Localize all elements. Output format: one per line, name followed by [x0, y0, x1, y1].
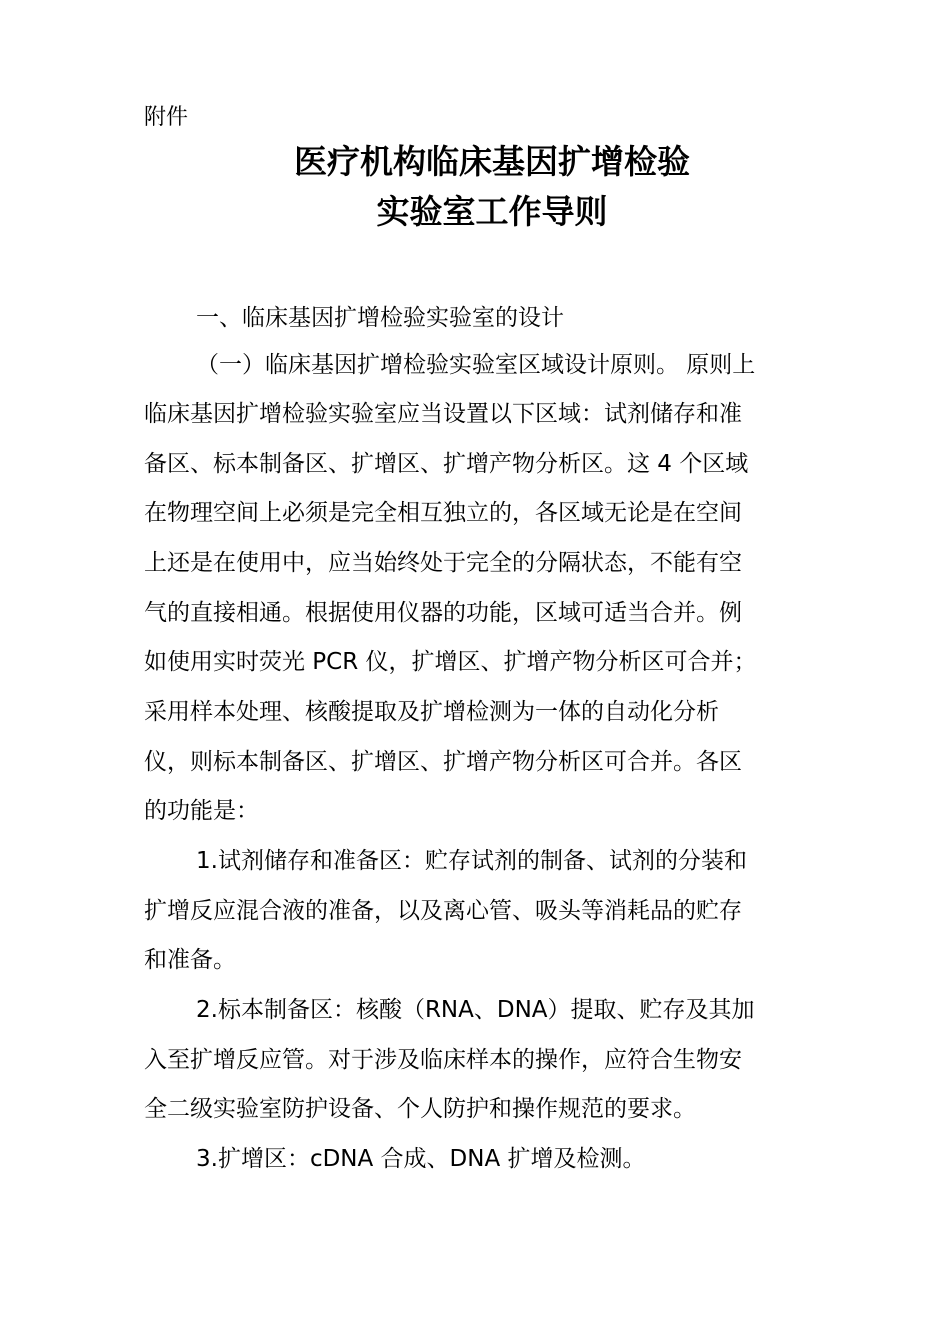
paragraph-line: 在物理空间上必须是完全相互独立的，各区域无论是在空间 — [144, 500, 742, 526]
paragraph-line: 气的直接相通。根据使用仪器的功能，区域可适当合并。例 — [144, 600, 742, 626]
paragraph-line: 临床基因扩增检验实验室应当设置以下区域：试剂储存和准 — [144, 401, 742, 427]
list-item-3: 3.扩增区：cDNA 合成、DNA 扩增及检测。 — [196, 1146, 646, 1172]
document-title-line-1: 医疗机构临床基因扩增检验 — [294, 142, 690, 181]
list-item-2: 2.标本制备区：核酸（RNA、DNA）提取、贮存及其加 — [196, 997, 755, 1023]
paragraph-line: 仪，则标本制备区、扩增区、扩增产物分析区可合并。各区 — [144, 749, 742, 775]
paragraph-line: 备区、标本制备区、扩增区、扩增产物分析区。这 4 个区域 — [144, 451, 749, 477]
paragraph-line: 上还是在使用中，应当始终处于完全的分隔状态，不能有空 — [144, 550, 742, 576]
paragraph-line: 入至扩增反应管。对于涉及临床样本的操作，应符合生物安 — [144, 1047, 742, 1073]
paragraph-line: 扩增反应混合液的准备，以及离心管、吸头等消耗品的贮存 — [144, 898, 742, 924]
paragraph-line: 的功能是： — [144, 798, 259, 824]
section-heading: 一、临床基因扩增检验实验室的设计 — [196, 305, 564, 331]
document-title-line-2: 实验室工作导则 — [376, 192, 608, 231]
attachment-label: 附件 — [144, 105, 189, 130]
paragraph-line: 和准备。 — [144, 947, 236, 973]
subsection-heading: （一）临床基因扩增检验实验室区域设计原则。 原则上 — [196, 352, 756, 378]
list-item-1: 1.试剂储存和准备区：贮存试剂的制备、试剂的分装和 — [196, 848, 747, 874]
paragraph-line: 全二级实验室防护设备、个人防护和操作规范的要求。 — [144, 1096, 696, 1122]
paragraph-line: 如使用实时荧光 PCR 仪，扩增区、扩增产物分析区可合并； — [144, 649, 757, 675]
paragraph-line: 采用样本处理、核酸提取及扩增检测为一体的自动化分析 — [144, 699, 719, 725]
